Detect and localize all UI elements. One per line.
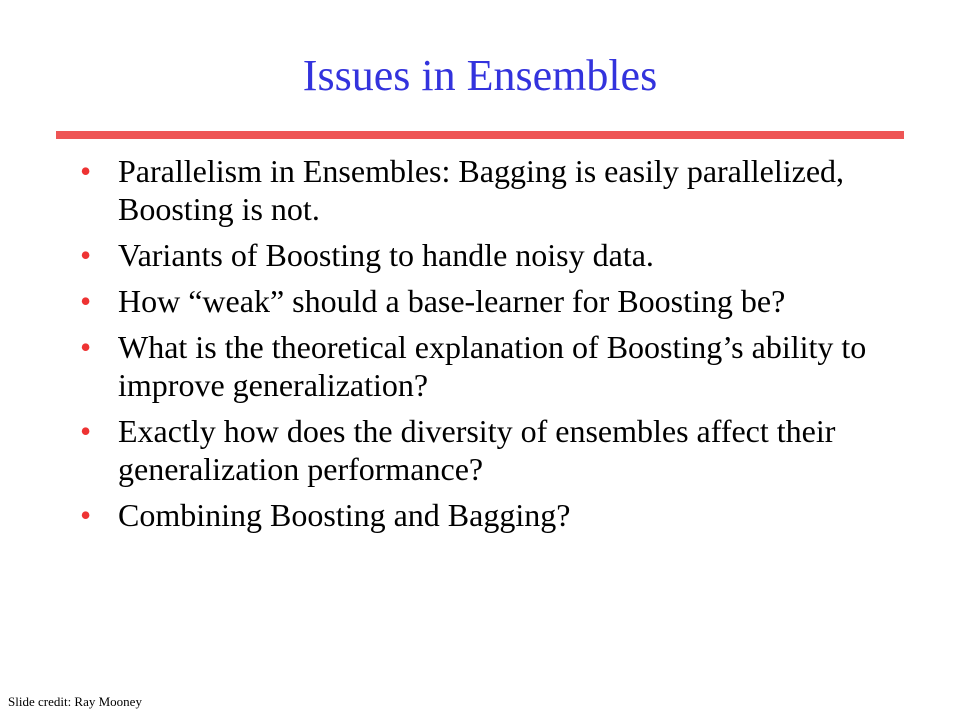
bullet-list (80, 152, 900, 542)
bullet-item (80, 236, 900, 274)
bullet-text: Exactly how does the diversity of ensembles affect their generalization performance? (118, 413, 836, 487)
bullet-icon: • (80, 237, 92, 273)
bullet-text: Combining Boosting and Bagging? (118, 497, 571, 533)
slide-credit: Slide credit: Ray Mooney (8, 694, 142, 709)
bullet-text: Parallelism in Ensembles: Bagging is easily parallelized, Boosting is not. (118, 153, 845, 227)
title-divider (56, 131, 904, 139)
bullet-icon: • (80, 283, 92, 319)
bullet-item (80, 328, 900, 404)
bullet-icon: • (80, 413, 92, 449)
bullet-item (80, 282, 900, 320)
bullet-text: What is the theoretical explanation of Boosting’s ability to improve generalization? (118, 329, 867, 403)
bullet-item (80, 152, 900, 228)
bullet-text: Variants of Boosting to handle noisy data. (118, 237, 654, 273)
bullet-text: How “weak” should a base-learner for Boosting be? (118, 283, 786, 319)
bullet-icon: • (80, 153, 92, 189)
slide-title: Issues in Ensembles (302, 51, 658, 100)
bullet-icon: • (80, 497, 92, 533)
bullet-icon: • (80, 329, 92, 365)
bullet-item (80, 412, 900, 488)
bullet-item (80, 496, 900, 534)
